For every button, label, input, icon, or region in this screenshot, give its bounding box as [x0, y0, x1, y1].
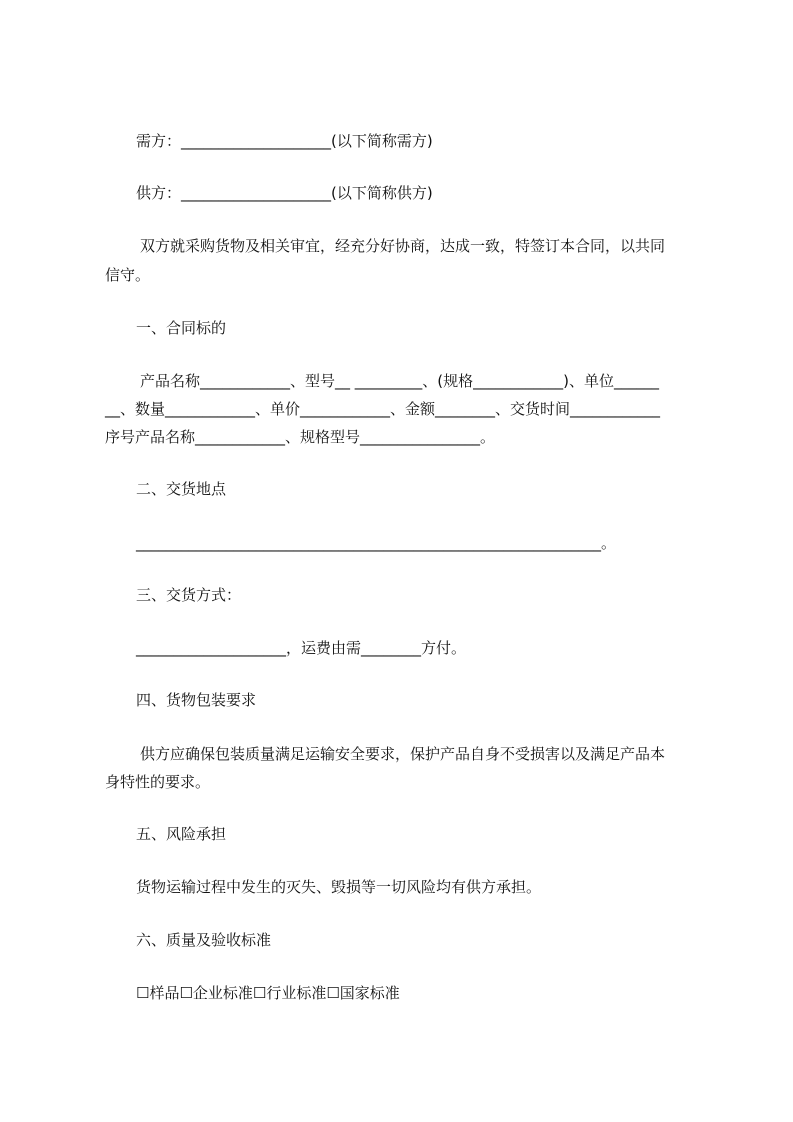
intro-line-1: 双方就采购货物及相关审宜，经充分好协商，达成一致，特签订本合同，以共同: [140, 237, 666, 255]
section-1-line-1: 产品名称____________、型号__ _________、(规格____________)、单位______: [140, 372, 659, 390]
section-1-line-3: 序号产品名称____________、规格型号________________。: [105, 428, 496, 446]
section-6-line-1: ☐样品☐企业标准☐行业标准☐国家标准: [136, 984, 400, 1002]
intro-line-2: 信守。: [105, 266, 151, 284]
section-1-line-2: __、数量____________、单价____________、金额________、交货时间____________: [105, 400, 661, 418]
section-3-line-1: ____________________，运费由需________方付。: [136, 639, 467, 657]
section-4-line-1: 供方应确保包装质量满足运输安全要求，保护产品自身不受损害以及满足产品本: [140, 745, 666, 763]
buyer-line: 需方：____________________(以下简称需方): [136, 132, 433, 150]
section-2-line-1: ______________________________________________________________。: [136, 534, 617, 552]
section-3-title: 三、交货方式：: [136, 586, 242, 604]
seller-line: 供方：____________________(以下简称供方): [136, 184, 433, 202]
section-4-line-2: 身特性的要求。: [105, 773, 211, 791]
section-6-title: 六、质量及验收标准: [136, 931, 272, 949]
section-2-title: 二、交货地点: [136, 480, 227, 498]
section-1-title: 一、合同标的: [136, 319, 227, 337]
section-4-title: 四、货物包装要求: [136, 691, 257, 709]
section-5-title: 五、风险承担: [136, 825, 227, 843]
section-5-line-1: 货物运输过程中发生的灭失、毁损等一切风险均有供方承担。: [136, 878, 542, 896]
